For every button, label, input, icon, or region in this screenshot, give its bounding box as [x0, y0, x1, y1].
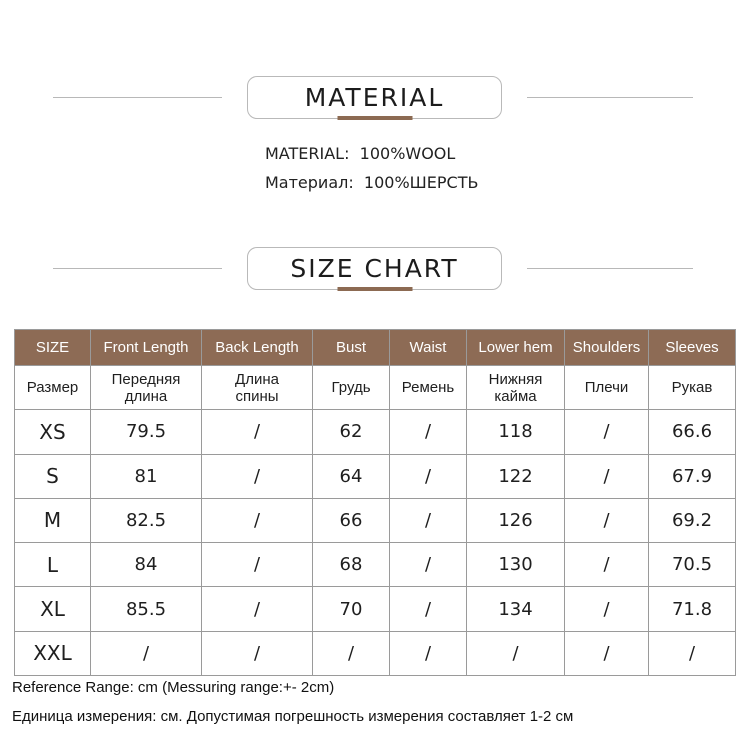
cell-bust: 62 [313, 410, 390, 454]
cell-waist: / [390, 410, 467, 454]
cell-lower-hem: 134 [467, 587, 565, 631]
cell-lower-hem: 122 [467, 454, 565, 498]
header-ru-bust: Грудь [313, 366, 390, 410]
header-en-sleeves: Sleeves [649, 330, 736, 366]
cell-front-length: 84 [91, 543, 202, 587]
cell-bust: 68 [313, 543, 390, 587]
header-ru-back-length: Длина спины [202, 366, 313, 410]
cell-back-length: / [202, 454, 313, 498]
divider-left-size [53, 268, 222, 269]
header-en-lower-hem: Lower hem [467, 330, 565, 366]
cell-shoulders: / [565, 410, 649, 454]
table-header-row-en [15, 330, 736, 366]
cell-back-length: / [202, 631, 313, 675]
cell-shoulders: / [565, 543, 649, 587]
material-line-ru: Материал: 100%ШЕРСТЬ [265, 173, 479, 192]
table-header-row-ru [15, 366, 736, 410]
header-en-back-length: Back Length [202, 330, 313, 366]
cell-shoulders: / [565, 498, 649, 542]
cell-shoulders: / [565, 587, 649, 631]
material-line-en: MATERIAL: 100%WOOL [265, 144, 456, 163]
table-row [15, 587, 736, 631]
cell-lower-hem: 130 [467, 543, 565, 587]
cell-front-length: 81 [91, 454, 202, 498]
reference-range-note-ru: Единица измерения: см. Допустимая погрешность измерения составляет 1-2 см [12, 708, 574, 725]
cell-back-length: / [202, 410, 313, 454]
cell-size: L [15, 543, 91, 587]
cell-waist: / [390, 631, 467, 675]
divider-right-size [527, 268, 693, 269]
header-ru-lower-hem: Нижняя кайма [467, 366, 565, 410]
header-en-waist: Waist [390, 330, 467, 366]
material-heading-accent-bar [337, 116, 412, 120]
header-ru-waist: Ремень [390, 366, 467, 410]
cell-shoulders: / [565, 631, 649, 675]
header-en-front-length: Front Length [91, 330, 202, 366]
size-table [14, 329, 736, 676]
cell-lower-hem: 126 [467, 498, 565, 542]
cell-bust: / [313, 631, 390, 675]
cell-sleeves: 66.6 [649, 410, 736, 454]
cell-front-length: 82.5 [91, 498, 202, 542]
cell-back-length: / [202, 498, 313, 542]
cell-sleeves: 67.9 [649, 454, 736, 498]
cell-waist: / [390, 587, 467, 631]
cell-sleeves: 71.8 [649, 587, 736, 631]
header-en-bust: Bust [313, 330, 390, 366]
cell-bust: 70 [313, 587, 390, 631]
header-ru-shoulders: Плечи [565, 366, 649, 410]
cell-size: M [15, 498, 91, 542]
cell-bust: 66 [313, 498, 390, 542]
cell-front-length: / [91, 631, 202, 675]
size-chart-heading [247, 247, 502, 290]
cell-size: XS [15, 410, 91, 454]
cell-back-length: / [202, 543, 313, 587]
table-row [15, 498, 736, 542]
reference-range-note-en: Reference Range: cm (Messuring range:+- 2cm) [12, 679, 335, 696]
header-ru-size: Размер [15, 366, 91, 410]
table-row [15, 454, 736, 498]
cell-waist: / [390, 454, 467, 498]
table-row [15, 543, 736, 587]
cell-shoulders: / [565, 454, 649, 498]
cell-waist: / [390, 498, 467, 542]
cell-front-length: 79.5 [91, 410, 202, 454]
size-chart-heading-text: SIZE CHART [290, 254, 459, 283]
header-en-shoulders: Shoulders [565, 330, 649, 366]
cell-sleeves: / [649, 631, 736, 675]
table-row [15, 410, 736, 454]
cell-back-length: / [202, 587, 313, 631]
table-row [15, 631, 736, 675]
material-heading-text: MATERIAL [304, 83, 445, 112]
cell-size: S [15, 454, 91, 498]
cell-sleeves: 69.2 [649, 498, 736, 542]
cell-front-length: 85.5 [91, 587, 202, 631]
cell-size: XL [15, 587, 91, 631]
header-ru-sleeves: Рукав [649, 366, 736, 410]
cell-bust: 64 [313, 454, 390, 498]
divider-right-material [527, 97, 693, 98]
divider-left-material [53, 97, 222, 98]
cell-lower-hem: 118 [467, 410, 565, 454]
size-chart-heading-accent-bar [337, 287, 412, 291]
cell-sleeves: 70.5 [649, 543, 736, 587]
header-en-size: SIZE [15, 330, 91, 366]
cell-waist: / [390, 543, 467, 587]
cell-lower-hem: / [467, 631, 565, 675]
cell-size: XXL [15, 631, 91, 675]
header-ru-front-length: Передняя длина [91, 366, 202, 410]
material-heading [247, 76, 502, 119]
